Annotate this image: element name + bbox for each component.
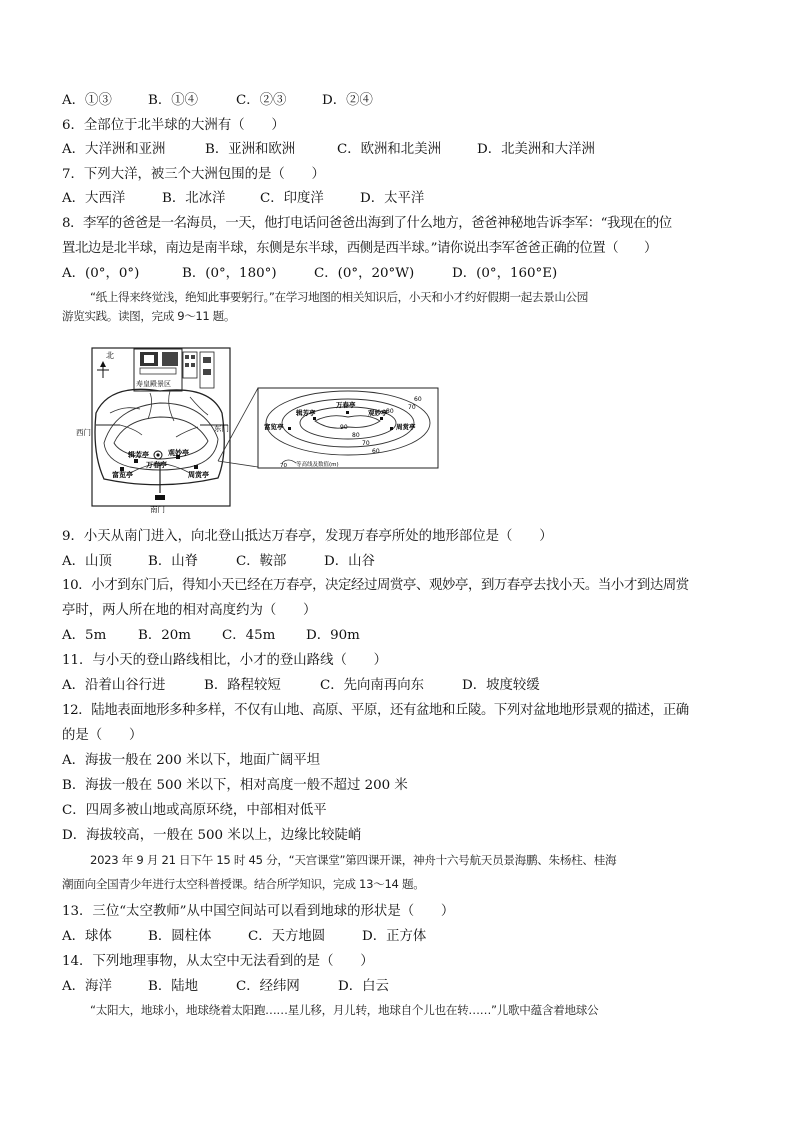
q10-option-d: D．90m: [306, 628, 360, 643]
q6-option-a: A．大洋洲和亚洲: [62, 142, 166, 157]
q14-option-c: C．经纬网: [236, 979, 300, 994]
west-gate-label: 西门: [76, 428, 91, 437]
q5-option-d: D．②④: [322, 93, 373, 108]
q11-option-b: B．路程较短: [204, 678, 281, 693]
pav-jifang-label: 辑芳亭: [128, 451, 149, 459]
q14-stem: 14．下列地理事物，从太空中无法看到的是（ ）: [62, 954, 374, 969]
q14-option-a: A．海洋: [62, 979, 112, 994]
q9-option-d: D．山谷: [324, 554, 375, 569]
intro-13-14-line1: 2023 年 9 月 21 日下午 15 时 45 分，“天宫课堂”第四课开课，神舟十六号航天员景海鹏、朱杨柱、桂海: [90, 853, 617, 867]
contour-label-60b: 60: [372, 448, 380, 455]
pav-zhoushang-label: 周赏亭: [188, 471, 209, 479]
q9-option-b: B．山脊: [148, 554, 199, 569]
pav-fulan-label: 富览亭: [112, 471, 133, 479]
pav-wanchun-label: 万春亭: [146, 461, 167, 469]
inset-pav-wanchun: 万春亭: [336, 401, 356, 409]
q9-stem: 9．小天从南门进入，向北登山抵达万春亭，发现万春亭所处的地形部位是（ ）: [62, 529, 553, 544]
contour-label-90: 90: [340, 424, 348, 431]
q10-stem-line1: 10．小才到东门后，得知小天已经在万春亭，决定经过周赏亭、观妙亭，到万春亭去找小天。当小才到达周赏: [62, 578, 689, 593]
q8-stem-line2: 置北边是北半球，南边是南半球，东侧是东半球，西侧是西半球。”请你说出李军爸爸正确的位置（ ）: [62, 241, 657, 256]
q10-stem-line2: 亭时，两人所在地的相对高度约为（ ）: [62, 603, 317, 618]
q13-option-a: A．球体: [62, 929, 112, 944]
q12-option-b: B．海拔一般在 500 米以下，相对高度一般不超过 200 米: [62, 778, 408, 793]
q10-option-c: C．45m: [222, 628, 276, 643]
q7-option-d: D．太平洋: [360, 191, 425, 206]
q8-option-d: D．(0°，160°E): [452, 266, 558, 281]
q12-stem-line2: 的是（ ）: [62, 728, 143, 743]
q11-option-c: C．先向南再向东: [320, 678, 424, 693]
q5-option-b: B．①④: [148, 93, 199, 108]
q6-stem: 6．全部位于北半球的大洲有（ ）: [62, 118, 285, 133]
q14-option-d: D．白云: [338, 979, 389, 994]
q8-options: [62, 265, 557, 283]
q14-options: [62, 978, 389, 996]
q6-option-b: B．亚洲和欧洲: [205, 142, 296, 157]
q12-option-a: A．海拔一般在 200 米以下，地面广阔平坦: [62, 753, 320, 768]
contour-label-60a: 60: [414, 396, 422, 403]
intro-9-11: [62, 289, 588, 324]
q10-options: [62, 627, 360, 645]
intro-9-11-line2: 游览实践。读图，完成 9～11 题。: [62, 309, 236, 323]
q11-stem: 11．与小天的登山路线相比，小才的登山路线（ ）: [62, 653, 388, 668]
q13-options: [62, 928, 426, 946]
south-gate-label: 南门: [150, 505, 165, 514]
intro-13-14: [62, 852, 616, 892]
intro-9-11-line1: “纸上得来终觉浅，绝知此事要躬行。”在学习地图的相关知识后，小天和小才约好假期一起去景山公园: [90, 290, 588, 304]
q13-stem: 13．三位“太空教师”从中国空间站可以看到地球的形状是（ ）: [62, 904, 455, 919]
inset-pav-fulan: 富览亭: [264, 423, 284, 431]
intro-13-14-line2: 潮面向全国青少年进行太空科普授课。结合所学知识，完成 13～14 题。: [62, 877, 425, 891]
q13-option-c: C．天方地圆: [248, 929, 326, 944]
q8-option-b: B．(0°，180°): [182, 266, 277, 281]
pav-guanmiao-label: 观妙亭: [168, 449, 189, 457]
q6-option-c: C．欧洲和北美洲: [337, 142, 441, 157]
legend-label: 等高线及数值(m): [296, 462, 339, 468]
q9-option-a: A．山顶: [62, 554, 112, 569]
q11-options: [62, 677, 540, 695]
contour-label-70a: 70: [408, 404, 416, 411]
contour-label-70b: 70: [362, 440, 370, 447]
legend-value: 70: [280, 463, 287, 469]
q9-option-c: C．鞍部: [236, 554, 287, 569]
q6-option-d: D．北美洲和大洋洲: [477, 142, 595, 157]
north-label: 北: [106, 351, 114, 360]
q8-stem-line1: 8．李军的爸爸是一名海员，一天，他打电话问爸爸出海到了什么地方，爸爸神秘地告诉李军：“我现在的位: [62, 216, 672, 231]
q11-option-a: A．沿着山谷行进: [62, 678, 166, 693]
q12-stem-line1: 12．陆地表面地形多种多样，不仅有山地、高原、平原，还有盆地和丘陵。下列对盆地地形景观的描述，正确: [62, 703, 689, 718]
east-gate-label: 东门: [214, 424, 229, 433]
q7-option-a: A．大西洋: [62, 191, 126, 206]
jingshan-park-map: [76, 343, 490, 514]
intro-15-line1: “太阳大，地球小，地球绕着太阳跑……星儿移，月儿转，地球自个儿也在转……”儿歌中蕴含着地球公: [90, 1003, 599, 1017]
contour-label-80a: 80: [386, 408, 394, 415]
north-arrow-icon: [97, 361, 109, 378]
intro-15: [62, 1002, 598, 1018]
q14-option-b: B．陆地: [148, 979, 199, 994]
q7-option-c: C．印度洋: [260, 191, 324, 206]
q9-options: [62, 553, 375, 571]
q7-options: [62, 190, 424, 208]
q8-option-c: C．(0°，20°W): [314, 266, 415, 281]
q10-option-b: B．20m: [138, 628, 191, 643]
q12-option-d: D．海拔较高，一般在 500 米以上，边缘比较陡峭: [62, 828, 362, 843]
q7-option-b: B．北冰洋: [162, 191, 226, 206]
q13-option-b: B．圆柱体: [148, 929, 212, 944]
q8-option-a: A．(0°，0°): [62, 266, 140, 281]
q12-option-c: C．四周多被山地或高原环绕，中部相对低平: [62, 803, 327, 818]
inset-pav-zhoushang: 周赏亭: [396, 423, 416, 431]
q5-option-c: C．②③: [236, 93, 287, 108]
q6-options: [62, 141, 595, 159]
inset-pav-jifang: 辑芳亭: [296, 409, 316, 417]
q11-option-d: D．坡度较缓: [462, 678, 540, 693]
q7-stem: 7．下列大洋，被三个大洲包围的是（ ）: [62, 167, 325, 182]
palace-label: 寿皇殿景区: [136, 380, 171, 388]
q10-option-a: A．5m: [62, 628, 107, 643]
q5-options: [62, 92, 373, 110]
contour-label-80b: 80: [352, 432, 360, 439]
inset-pav-guanmiao: 观妙亭: [368, 409, 388, 417]
q13-option-d: D．正方体: [362, 929, 427, 944]
q5-option-a: A．①③: [62, 93, 112, 108]
